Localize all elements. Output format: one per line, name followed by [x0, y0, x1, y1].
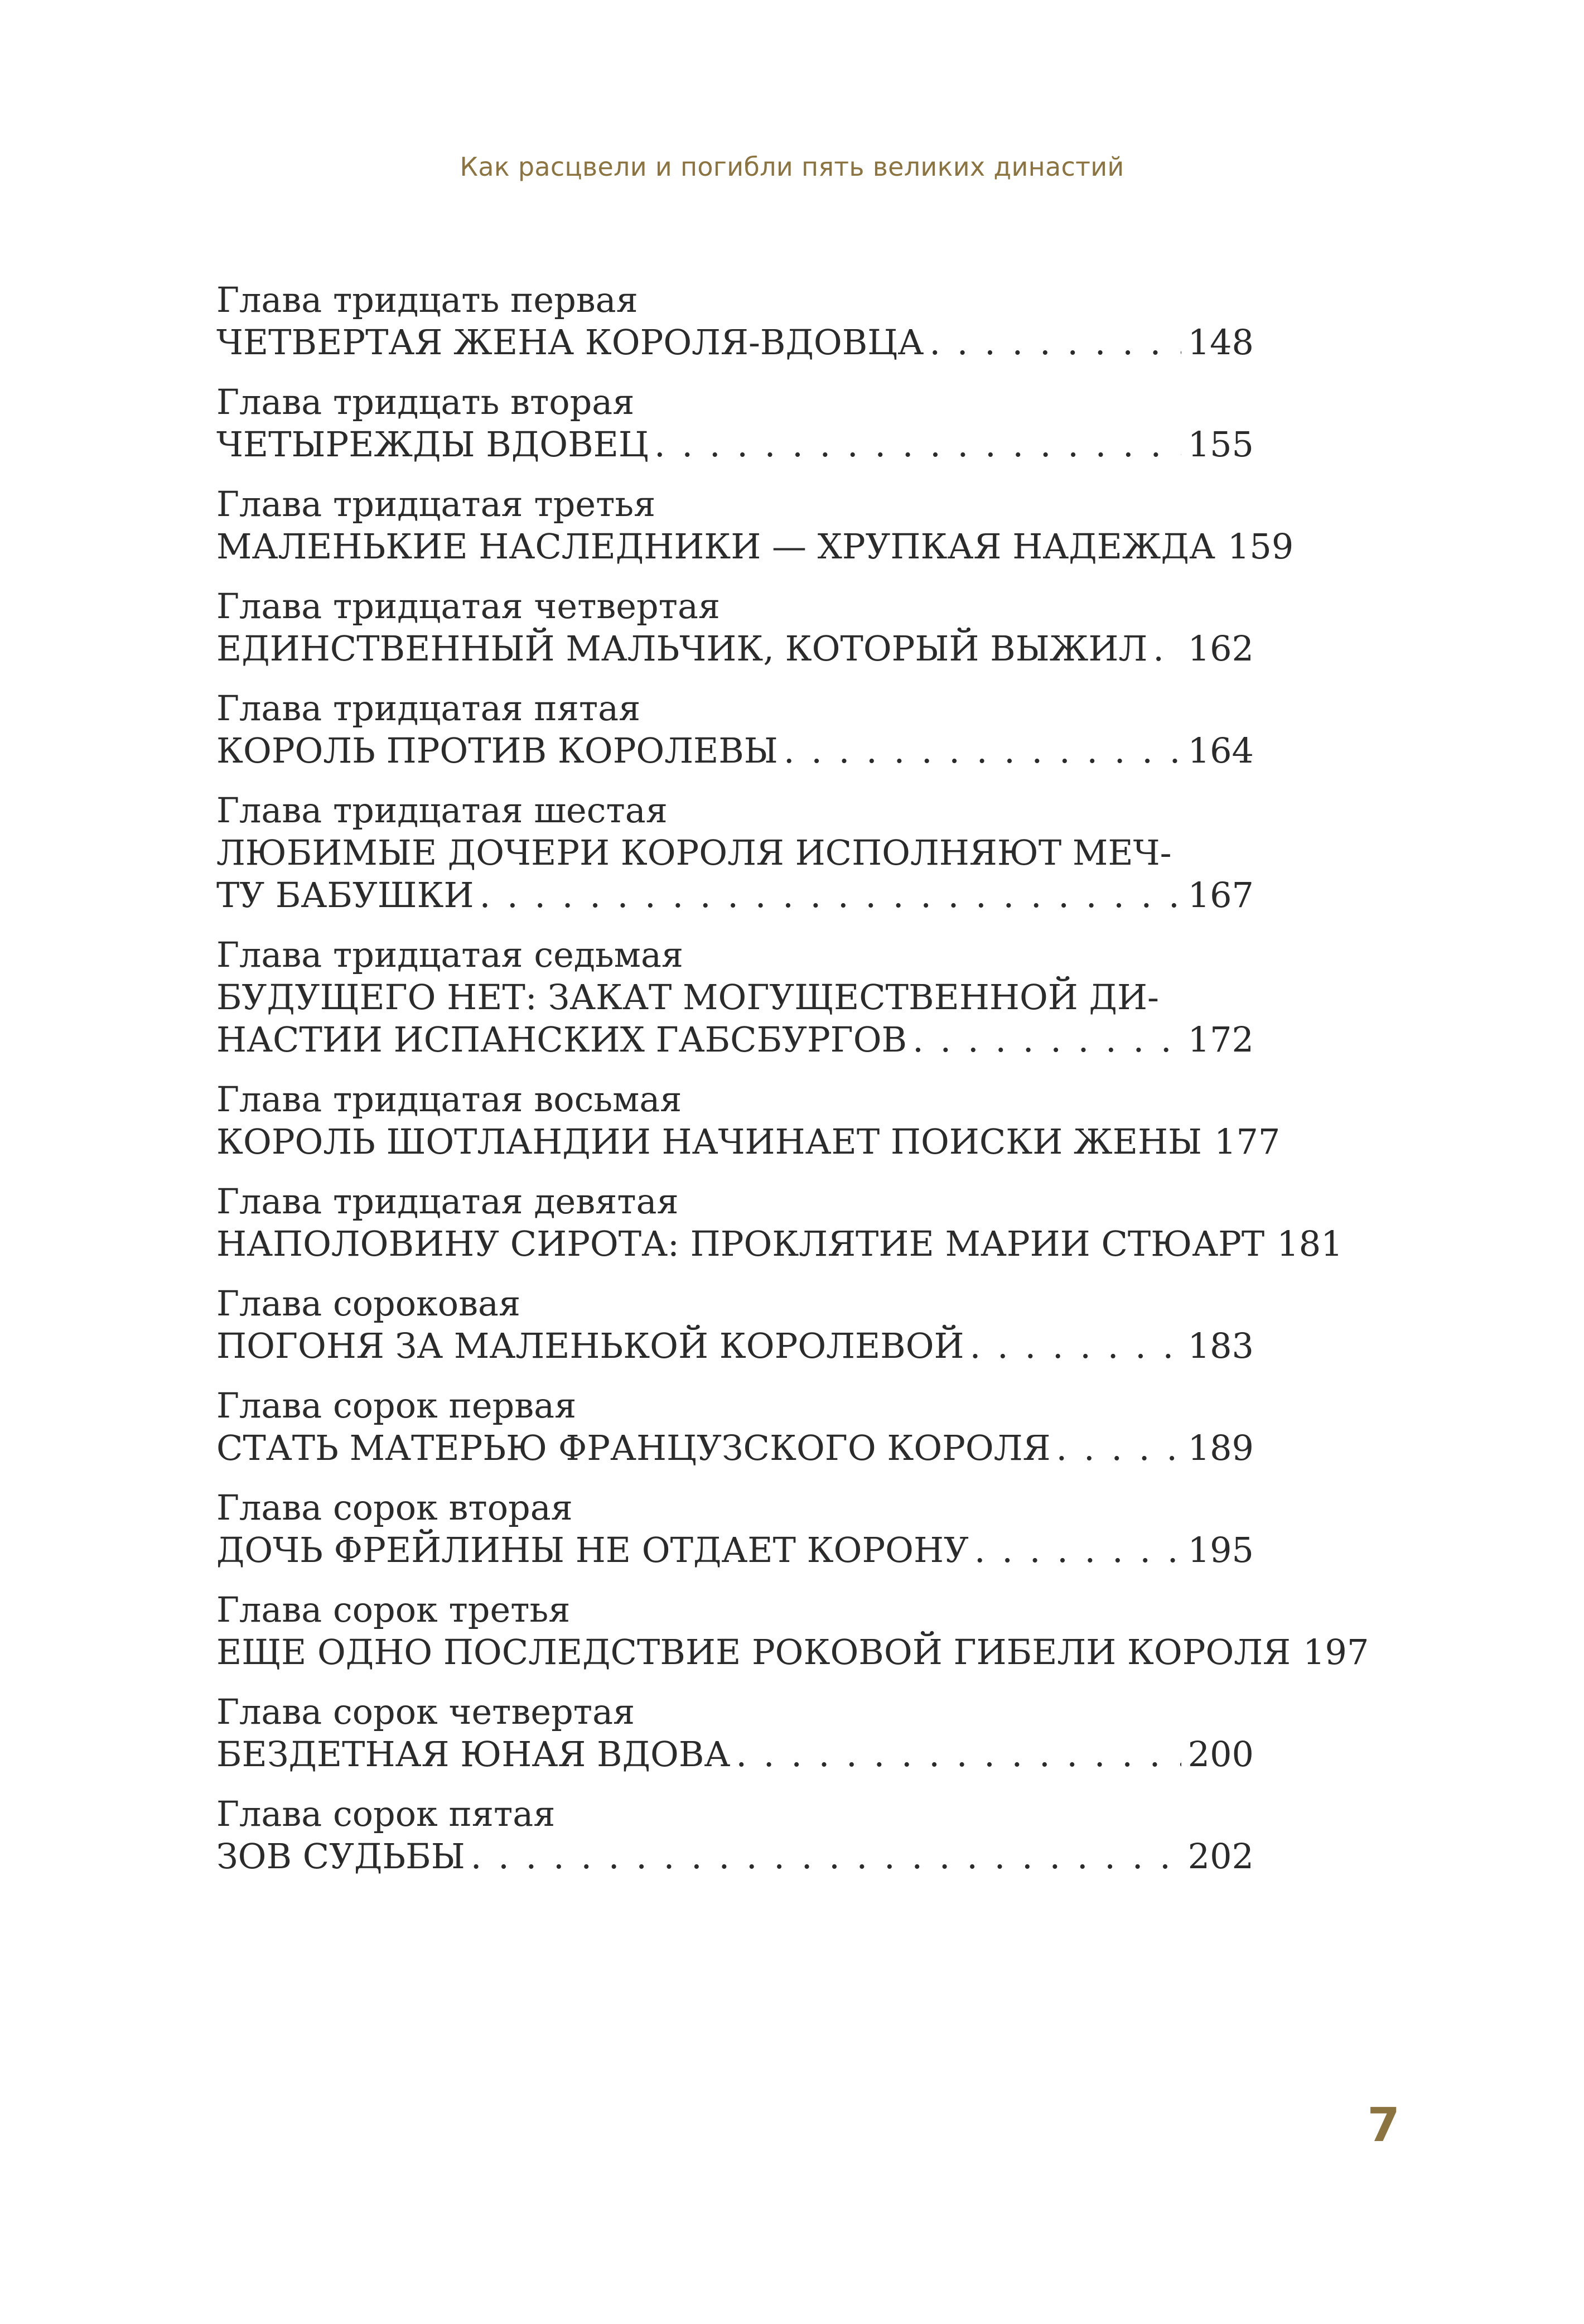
chapter-title: СТАТЬ МАТЕРЬЮ ФРАНЦУЗСКОГО КОРОЛЯ: [216, 1428, 1051, 1468]
dot-leader: [974, 1529, 1181, 1571]
table-of-contents: [216, 279, 1369, 1895]
chapter-label: Глава тридцатая шестая: [216, 790, 668, 831]
chapter-label: Глава сорок третья: [216, 1589, 571, 1630]
toc-entry[interactable]: [216, 789, 1254, 917]
page-reference: 148: [1187, 322, 1254, 363]
chapter-label: Глава сорок вторая: [216, 1487, 573, 1528]
page-reference: 202: [1187, 1836, 1254, 1877]
chapter-label: Глава тридцатая восьмая: [216, 1079, 682, 1120]
chapter-title: НАПОЛОВИНУ СИРОТА: ПРОКЛЯТИЕ МАРИИ СТЮАРТ: [216, 1223, 1265, 1264]
chapter-title-line: БУДУЩЕГО НЕТ: ЗАКАТ МОГУЩЕСТВЕННОЙ ДИ-: [216, 977, 1159, 1018]
page-number: 7: [1367, 2098, 1400, 2152]
chapter-title: ЧЕТВЕРТАЯ ЖЕНА КОРОЛЯ-ВДОВЦА: [216, 322, 924, 363]
page-reference: 155: [1187, 424, 1254, 465]
dot-leader: [736, 1733, 1181, 1776]
chapter-label: Глава тридцать вторая: [216, 382, 635, 422]
dot-leader: [1056, 1427, 1181, 1469]
dot-leader: [929, 321, 1181, 364]
toc-entry[interactable]: [216, 1078, 1281, 1163]
chapter-label: Глава сорок пятая: [216, 1793, 556, 1834]
toc-entry[interactable]: [216, 1793, 1254, 1878]
page-reference: 162: [1187, 628, 1254, 669]
chapter-label: Глава сорок первая: [216, 1385, 577, 1426]
chapter-label: Глава тридцатая пятая: [216, 688, 641, 729]
toc-entry[interactable]: [216, 1691, 1254, 1776]
chapter-label: Глава тридцать первая: [216, 279, 638, 320]
toc-entry[interactable]: [216, 483, 1294, 568]
chapter-title-row: [216, 628, 1254, 670]
dot-leader: [912, 1019, 1181, 1061]
page-reference: 200: [1187, 1734, 1254, 1775]
running-head: Как расцвели и погибли пять великих династий: [460, 152, 1124, 182]
chapter-label: Глава сорок четвертая: [216, 1691, 635, 1732]
chapter-title-row: [216, 423, 1254, 466]
chapter-title-row: [216, 1019, 1254, 1061]
toc-entry[interactable]: [216, 934, 1254, 1061]
toc-entry[interactable]: [216, 279, 1254, 364]
page-reference: 195: [1187, 1530, 1254, 1570]
chapter-title: КОРОЛЬ ШОТЛАНДИИ НАЧИНАЕТ ПОИСКИ ЖЕНЫ: [216, 1121, 1203, 1162]
toc-entry[interactable]: [216, 1180, 1343, 1265]
chapter-title: ДОЧЬ ФРЕЙЛИНЫ НЕ ОТДАЕТ КОРОНУ: [216, 1530, 969, 1570]
chapter-title: ЗОВ СУДЬБЫ: [216, 1836, 465, 1877]
chapter-label: Глава тридцатая третья: [216, 484, 656, 524]
chapter-title-row: [216, 874, 1254, 917]
chapter-title: ПОГОНЯ ЗА МАЛЕНЬКОЙ КОРОЛЕВОЙ: [216, 1325, 964, 1366]
chapter-title: ТУ БАБУШКИ: [216, 875, 474, 915]
chapter-title: МАЛЕНЬКИЕ НАСЛЕДНИКИ — ХРУПКАЯ НАДЕЖДА: [216, 526, 1215, 567]
toc-entry[interactable]: [216, 687, 1254, 772]
page-reference: 189: [1187, 1428, 1254, 1468]
page-reference: 181: [1277, 1223, 1343, 1264]
chapter-title-row: [216, 730, 1254, 772]
toc-entry[interactable]: [216, 1385, 1254, 1469]
chapter-label: Глава тридцатая девятая: [216, 1181, 679, 1222]
page-reference: 159: [1227, 526, 1294, 567]
page-reference: 197: [1303, 1632, 1369, 1672]
page-reference: 172: [1187, 1019, 1254, 1060]
dot-leader: [970, 1325, 1181, 1367]
dot-leader: [471, 1835, 1181, 1878]
chapter-title-row: [216, 1325, 1254, 1367]
toc-entry[interactable]: [216, 1589, 1369, 1674]
chapter-title-row: [216, 1529, 1254, 1571]
chapter-label: Глава сороковая: [216, 1283, 521, 1324]
chapter-title-row: [216, 525, 1294, 568]
chapter-label: Глава тридцатая седьмая: [216, 934, 684, 975]
chapter-title: КОРОЛЬ ПРОТИВ КОРОЛЕВЫ: [216, 730, 778, 771]
chapter-title: ЕЩЕ ОДНО ПОСЛЕДСТВИЕ РОКОВОЙ ГИБЕЛИ КОРОЛЯ: [216, 1632, 1291, 1672]
toc-entry[interactable]: [216, 381, 1254, 466]
chapter-title: ЧЕТЫРЕЖДЫ ВДОВЕЦ: [216, 424, 649, 465]
chapter-title: НАСТИИ ИСПАНСКИХ ГАБСБУРГОВ: [216, 1019, 907, 1060]
chapter-title: БЕЗДЕТНАЯ ЮНАЯ ВДОВА: [216, 1734, 731, 1775]
chapter-title-line: ЛЮБИМЫЕ ДОЧЕРИ КОРОЛЯ ИСПОЛНЯЮТ МЕЧ-: [216, 832, 1172, 873]
page-reference: 183: [1187, 1325, 1254, 1366]
toc-entry[interactable]: [216, 1487, 1254, 1571]
dot-leader: [784, 730, 1181, 772]
page-reference: 164: [1187, 730, 1254, 771]
dot-leader: [1153, 628, 1181, 670]
chapter-title-row: [216, 321, 1254, 364]
toc-entry[interactable]: [216, 585, 1254, 670]
dot-leader: [480, 874, 1181, 917]
page-reference: 167: [1187, 875, 1254, 915]
page-reference: 177: [1214, 1121, 1281, 1162]
chapter-label: Глава тридцатая четвертая: [216, 586, 721, 626]
chapter-title-row: [216, 1835, 1254, 1878]
chapter-title: ЕДИНСТВЕННЫЙ МАЛЬЧИК, КОТОРЫЙ ВЫЖИЛ: [216, 628, 1148, 669]
chapter-title-row: [216, 1631, 1369, 1674]
dot-leader: [654, 423, 1181, 466]
chapter-title-row: [216, 1733, 1254, 1776]
chapter-title-row: [216, 1121, 1281, 1163]
chapter-title-row: [216, 1427, 1254, 1469]
chapter-title-row: [216, 1223, 1343, 1265]
toc-entry[interactable]: [216, 1282, 1254, 1367]
